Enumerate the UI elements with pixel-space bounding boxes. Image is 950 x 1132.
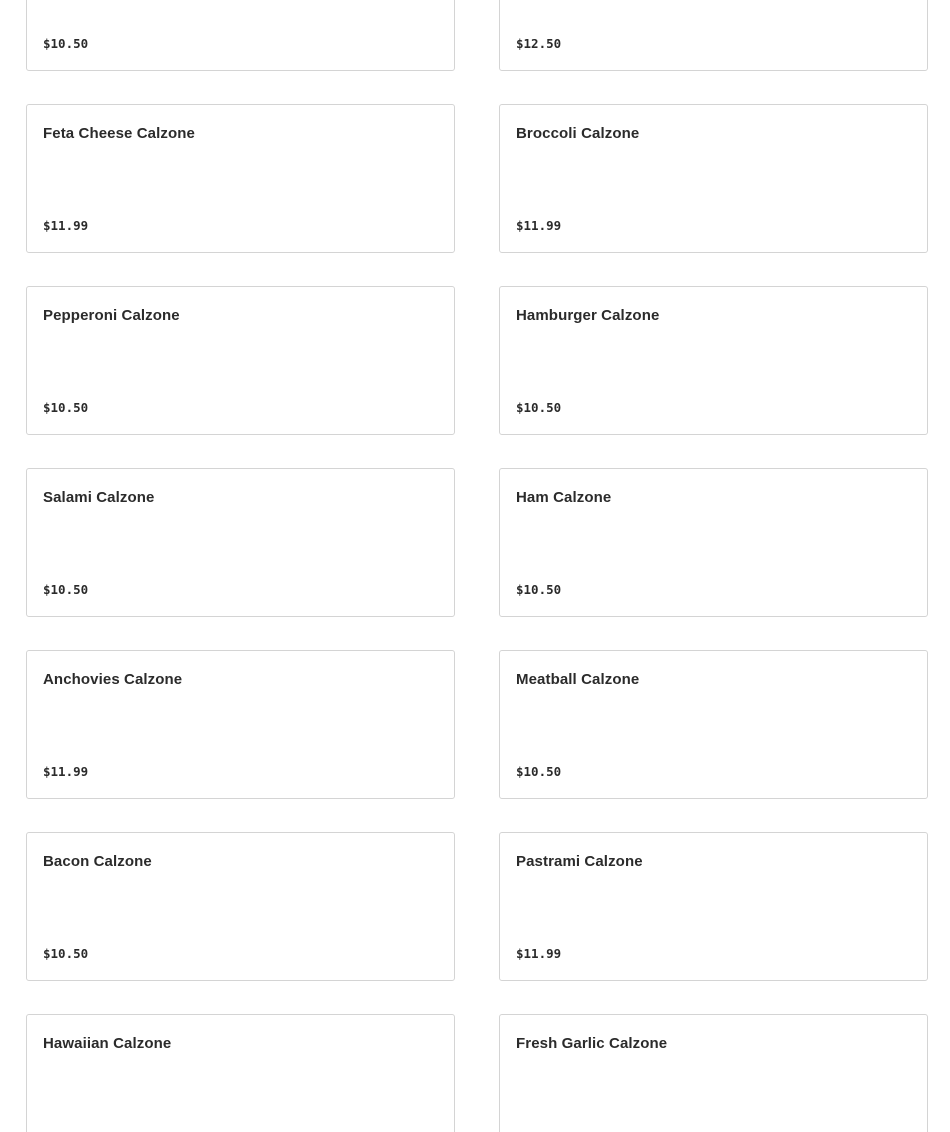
menu-item-card[interactable] [499,286,928,435]
menu-item-card[interactable] [26,650,455,799]
menu-item-name: Meatball Calzone [516,671,640,688]
menu-item-name: Anchovies Calzone [43,671,183,688]
menu-item-name: Pastrami Calzone [516,853,643,870]
menu-item-price: $10.50 [516,764,562,779]
menu-item-name: Ham Calzone [516,489,612,506]
menu-item-price: $11.99 [516,218,562,233]
menu-item-name: Hamburger Calzone [516,307,660,324]
menu-item-price: $11.99 [43,764,89,779]
menu-item-price: $10.50 [43,400,89,415]
menu-item-card[interactable] [26,832,455,981]
menu-item-name: Bacon Calzone [43,853,152,870]
menu-item-price: $10.50 [43,36,89,51]
menu-item-price: $10.50 [43,582,89,597]
menu-item-card[interactable] [499,832,928,981]
menu-item-card[interactable] [499,0,928,71]
menu-item-name: Hawaiian Calzone [43,1035,172,1052]
menu-item-name: Fresh Garlic Calzone [516,1035,668,1052]
menu-item-card[interactable] [26,1014,455,1132]
menu-item-price: $11.99 [43,218,89,233]
menu-item-card[interactable] [499,104,928,253]
menu-item-name: Broccoli Calzone [516,125,640,142]
menu-item-price: $10.50 [516,582,562,597]
menu-item-card[interactable] [26,104,455,253]
menu-item-grid [26,0,928,1132]
menu-item-price: $12.50 [516,36,562,51]
menu-item-price: $10.50 [43,946,89,961]
menu-item-name: Salami Calzone [43,489,155,506]
menu-item-price: $10.50 [516,400,562,415]
menu-item-card[interactable] [26,286,455,435]
menu-item-card[interactable] [499,1014,928,1132]
menu-item-price: $11.99 [516,946,562,961]
menu-item-card[interactable] [499,468,928,617]
menu-item-card[interactable] [26,0,455,71]
menu-item-name: Pepperoni Calzone [43,307,180,324]
menu-item-name: Feta Cheese Calzone [43,125,195,142]
menu-item-card[interactable] [26,468,455,617]
menu-item-card[interactable] [499,650,928,799]
